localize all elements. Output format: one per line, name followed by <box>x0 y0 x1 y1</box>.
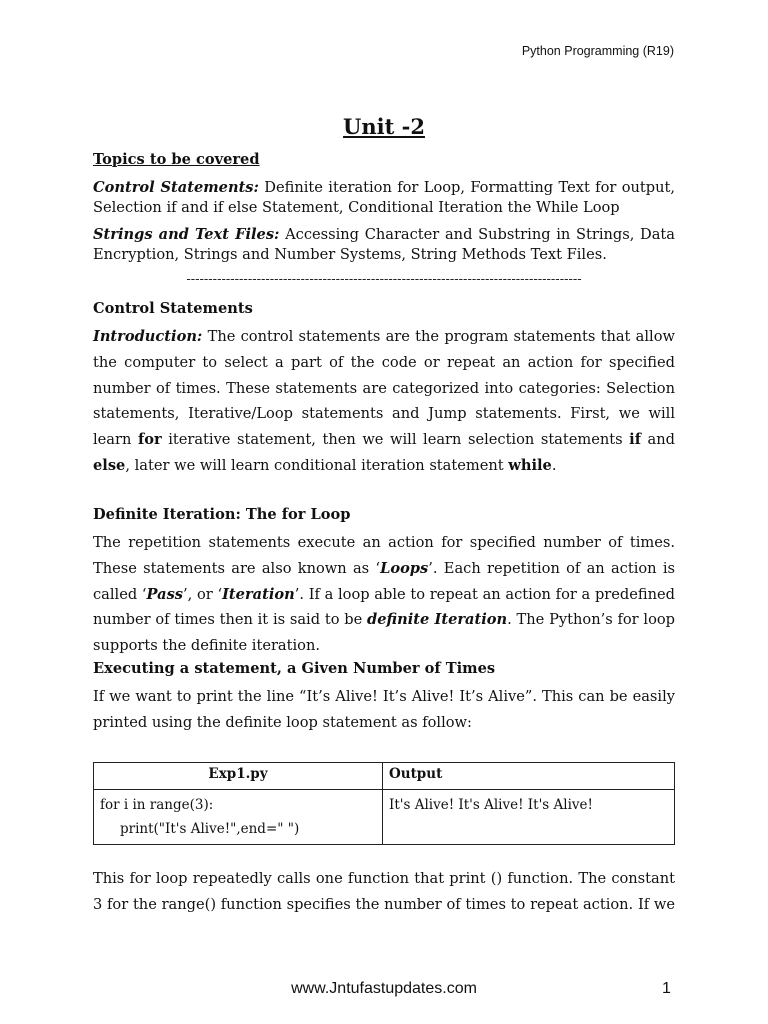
definite-paragraph <box>93 530 675 659</box>
topics-control <box>93 178 675 218</box>
intro-line6-a: , later we will learn conditional iteration statement <box>125 456 504 474</box>
definite-line2-a: These statements are also known as ‘ <box>93 559 381 577</box>
strings-line1: Accessing Character and Substring in Strings, Data <box>285 226 675 243</box>
separator-line: ------------------------------------------------------------------------------------------ <box>186 272 582 287</box>
intro-line5-b: iterative statement, then we will learn selection statements <box>168 431 623 449</box>
term-loops: Loops <box>380 559 429 577</box>
closing-line1: This for loop repeatedly calls one function that print () function. The constant <box>93 870 675 887</box>
intro-line3: number of times. These statements are categorized into categories: Selection <box>93 379 675 397</box>
definite-line1: The repetition statements execute an action for specified number of times. <box>93 534 675 551</box>
definite-line2 <box>93 556 675 582</box>
strings-label: Strings and Text Files: <box>93 226 280 243</box>
intro-line4: statements, Iterative/Loop statements and Jump statements. First, we will <box>93 405 675 423</box>
term-iteration: Iteration <box>222 585 295 603</box>
definite-line3-c: ’. If a loop able to repeat an action for a predefined <box>294 585 675 603</box>
intro-line5-c: and <box>647 431 675 449</box>
topics-strings <box>93 225 675 265</box>
control-line2: Selection if and if else Statement, Conditional Iteration the While Loop <box>93 199 620 216</box>
kw-for: for <box>137 431 162 449</box>
kw-else: else <box>93 456 126 474</box>
executing-line2: printed using the definite loop statement as follow: <box>93 713 472 731</box>
control-intro-paragraph <box>93 324 675 479</box>
page-number: 1 <box>662 980 671 997</box>
intro-line5 <box>93 427 675 453</box>
closing-paragraph <box>93 866 675 918</box>
strings-line2: Encryption, Strings and Number Systems, String Methods Text Files. <box>93 246 607 263</box>
definite-line3-a: called ‘ <box>93 585 147 603</box>
code-table-header-row <box>94 763 675 790</box>
topics-heading <box>93 151 675 168</box>
definite-line5: supports the definite iteration. <box>93 637 320 655</box>
code-line-2: print("It's Alive!",end=" ") <box>120 821 300 837</box>
code-table-body-row <box>94 790 675 845</box>
intro-line1: The control statements are the program statements that allow <box>207 328 675 345</box>
code-example-table <box>93 762 675 845</box>
output-column-header: Output <box>383 763 675 790</box>
definite-line2-b: ’. Each repetition of an action is <box>428 559 675 577</box>
definite-line4 <box>93 607 675 633</box>
intro-line6 <box>93 453 675 479</box>
term-pass: Pass <box>146 585 184 603</box>
kw-if: if <box>629 431 641 449</box>
definite-line3-b: ’, or ‘ <box>183 585 223 603</box>
control-line1: Definite iteration for Loop, Formatting Text for output, <box>264 179 676 196</box>
intro-line5-a: learn <box>93 431 132 449</box>
definite-line4-a: number of times then it is said to be <box>93 611 363 629</box>
intro-line6-b: . <box>551 456 557 474</box>
code-column-header: Exp1.py <box>94 763 383 790</box>
executing-heading-text: Executing a statement, a Given Number of Times <box>93 660 496 677</box>
definite-heading-text: Definite Iteration: The for Loop <box>93 506 351 523</box>
footer-website[interactable]: www.Jntufastupdates.com <box>291 980 477 997</box>
output-cell: It's Alive! It's Alive! It's Alive! <box>383 790 675 845</box>
control-label: Control Statements: <box>93 179 259 196</box>
kw-while: while <box>508 456 552 474</box>
term-definite-iteration: definite Iteration <box>367 611 508 629</box>
intro-line2: the computer to select a part of the code or repeat an action for specified <box>93 353 675 371</box>
running-header: Python Programming (R19) <box>521 44 674 58</box>
unit-title <box>0 114 768 139</box>
topics-heading-text: Topics to be covered <box>93 151 260 168</box>
code-line-1: for i in range(3): <box>100 797 214 813</box>
intro-label: Introduction: <box>93 328 203 345</box>
code-cell <box>94 790 383 845</box>
section-heading-definite <box>93 506 675 523</box>
unit-title-text: Unit -2 <box>343 114 425 139</box>
executing-line1: If we want to print the line “It’s Alive! It’s Alive! It’s Alive”. This can be easily <box>93 688 675 705</box>
section-heading-control <box>93 300 675 317</box>
control-heading-text: Control Statements <box>93 300 253 317</box>
section-heading-executing <box>93 660 675 677</box>
closing-line2: 3 for the range() function specifies the number of times to repeat action. If we <box>93 895 675 913</box>
executing-paragraph <box>93 684 675 736</box>
definite-line4-b: . The Python’s for loop <box>507 611 676 629</box>
definite-line3 <box>93 582 675 608</box>
